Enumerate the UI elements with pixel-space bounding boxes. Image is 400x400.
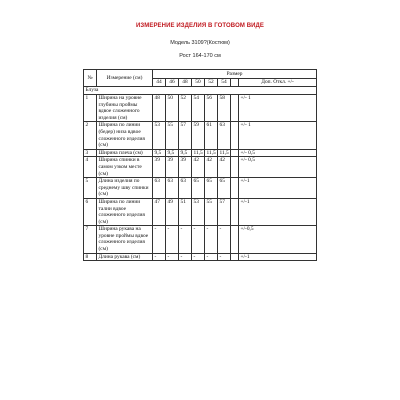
row-tolerance: +/-0,5 xyxy=(239,226,317,253)
row-value: 65 xyxy=(218,178,231,199)
row-value: 56 xyxy=(205,95,218,122)
row-blank xyxy=(231,198,239,225)
row-measurement-name: Ширина плеча (см) xyxy=(97,149,153,157)
header-num: № xyxy=(84,70,97,87)
header-tolerance: Доп. Откл. +/- xyxy=(239,79,317,87)
section-label: Блуза xyxy=(84,87,317,95)
row-value: 51 xyxy=(179,198,192,225)
row-value: - xyxy=(179,253,192,261)
row-value: 59 xyxy=(192,122,205,149)
row-blank xyxy=(231,226,239,253)
row-number: 4 xyxy=(84,157,97,178)
row-value: 11,5 xyxy=(219,149,229,156)
row-measurement-name: Длина рукава (см) xyxy=(97,253,153,261)
row-value: 55 xyxy=(166,122,179,149)
row-value: 58 xyxy=(218,95,231,122)
row-value: 48 xyxy=(153,95,166,122)
table-row xyxy=(84,149,317,157)
row-measurement-name: Ширина на уровне глубины проймы вдвое сложенного изделия (см) xyxy=(97,95,153,122)
row-value: 50 xyxy=(166,95,179,122)
row-value: 53 xyxy=(192,198,205,225)
row-value: 61 xyxy=(205,122,218,149)
row-value: 42 xyxy=(205,157,218,178)
row-number: 5 xyxy=(84,178,97,199)
row-value: 39 xyxy=(153,157,166,178)
row-measurement-name: Ширина спинки в самом узком месте (см) xyxy=(97,157,153,178)
row-value: - xyxy=(218,253,231,261)
header-measure: Измерение (см) xyxy=(97,70,153,87)
row-value: 39 xyxy=(166,157,179,178)
row-measurement-name: Длина изделия по среднему шву спинки (см) xyxy=(97,178,153,199)
row-value: - xyxy=(153,226,166,253)
row-value: 63 xyxy=(179,178,192,199)
row-value: 9,5 xyxy=(166,149,179,157)
row-number: 6 xyxy=(84,198,97,225)
row-blank xyxy=(231,178,239,199)
size-header-blank xyxy=(231,79,239,87)
row-value: 53 xyxy=(153,122,166,149)
size-header: 54 xyxy=(218,79,231,87)
row-value: 63 xyxy=(153,178,166,199)
row-value: 57 xyxy=(218,198,231,225)
row-tolerance: +/- 0,5 xyxy=(239,149,317,157)
table-row xyxy=(84,198,317,225)
height-label: Рост 164-170 см xyxy=(179,53,221,59)
row-value: - xyxy=(205,226,218,253)
row-number: 3 xyxy=(84,149,97,157)
size-header: 50 xyxy=(192,79,205,87)
row-value: 55 xyxy=(205,198,218,225)
row-value: - xyxy=(166,253,179,261)
row-value: 9,5 xyxy=(179,149,192,157)
row-value: 11,5 xyxy=(206,149,216,156)
row-number: 2 xyxy=(84,122,97,149)
row-blank xyxy=(231,157,239,178)
row-value: - xyxy=(192,253,205,261)
row-measurement-name: Ширина по линии талии вдвое сложенного изделия (см) xyxy=(97,198,153,225)
row-value: 42 xyxy=(218,157,231,178)
size-header: 48 xyxy=(179,79,192,87)
row-number: 1 xyxy=(84,95,97,122)
size-header: 52 xyxy=(205,79,218,87)
row-blank xyxy=(231,95,239,122)
table-row xyxy=(84,122,317,149)
header-size: Размер xyxy=(153,70,317,79)
size-header: 44 xyxy=(153,79,166,87)
measurement-table xyxy=(83,69,317,261)
row-blank xyxy=(231,149,239,157)
row-blank xyxy=(231,253,239,261)
row-value: 52 xyxy=(179,95,192,122)
row-value: 57 xyxy=(179,122,192,149)
row-value: 9,5 xyxy=(153,149,166,157)
row-tolerance: +/- 1 xyxy=(239,122,317,149)
row-number: 7 xyxy=(84,226,97,253)
row-value: 11,5 xyxy=(193,149,203,156)
row-blank xyxy=(231,122,239,149)
table-row xyxy=(84,178,317,199)
row-value: 42 xyxy=(192,157,205,178)
row-value: - xyxy=(179,226,192,253)
row-tolerance: +/-1 xyxy=(239,198,317,225)
table-row xyxy=(84,226,317,253)
row-number: 8 xyxy=(84,253,97,261)
row-value: 49 xyxy=(166,198,179,225)
row-value: 63 xyxy=(166,178,179,199)
row-value: 65 xyxy=(192,178,205,199)
row-tolerance: +/-1 xyxy=(239,178,317,199)
document-title: ИЗМЕРЕНИЕ ИЗДЕЛИЯ В ГОТОВОМ ВИДЕ xyxy=(135,23,265,29)
row-tolerance: +/- 1 xyxy=(239,95,317,122)
table-row xyxy=(84,95,317,122)
row-value: 39 xyxy=(179,157,192,178)
row-tolerance: +/- 0,5 xyxy=(239,157,317,178)
row-measurement-name: Ширина по линии (бедер) низа вдвое сложенного изделия (см) xyxy=(97,122,153,149)
table-row xyxy=(84,253,317,261)
row-value: - xyxy=(205,253,218,261)
row-value: - xyxy=(192,226,205,253)
row-value: - xyxy=(153,253,166,261)
row-value: 54 xyxy=(192,95,205,122)
row-value: 47 xyxy=(153,198,166,225)
size-header: 46 xyxy=(166,79,179,87)
row-measurement-name: Ширина рукава на уровне проймы вдвое сложенного изделия (см) xyxy=(97,226,153,253)
model-label: Модель 3109?(Костюм) xyxy=(170,40,230,46)
row-value: 63 xyxy=(218,122,231,149)
row-value: - xyxy=(166,226,179,253)
table-row xyxy=(84,157,317,178)
row-value: 65 xyxy=(205,178,218,199)
row-value: - xyxy=(218,226,231,253)
row-tolerance: +/-1 xyxy=(239,253,317,261)
